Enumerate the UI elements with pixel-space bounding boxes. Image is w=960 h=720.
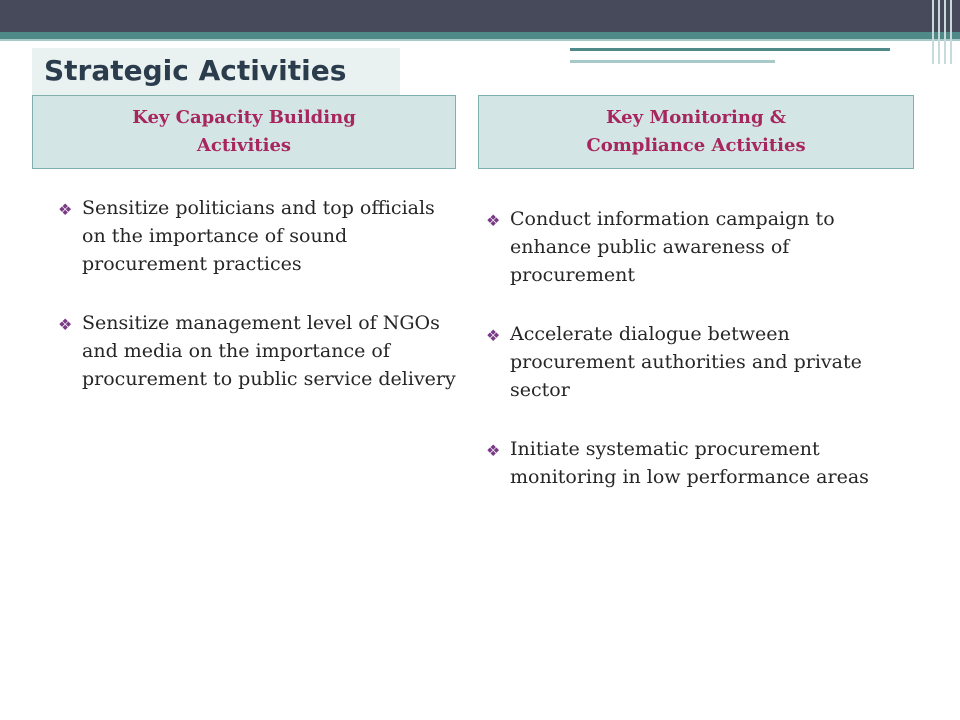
list-item — [58, 194, 458, 278]
corner-stripe — [944, 0, 946, 64]
diamond-bullet-icon: ❖ — [58, 315, 73, 334]
corner-stripe — [938, 0, 940, 64]
slide-title: Strategic Activities — [44, 54, 347, 87]
list-item — [486, 205, 896, 289]
right-header-line-2: Compliance Activities — [586, 135, 806, 156]
diamond-bullet-icon: ❖ — [58, 200, 73, 219]
list-item — [58, 309, 458, 393]
bullet-text: Sensitize politicians and top officials on the importance of sound procurement practices — [82, 197, 435, 275]
right-header-line-1: Key Monitoring & — [605, 107, 787, 128]
top-accent-line — [0, 32, 960, 39]
corner-stripe — [950, 0, 952, 64]
left-bullet-list — [58, 194, 458, 424]
diamond-bullet-icon: ❖ — [486, 211, 501, 230]
accent-line-2 — [570, 60, 775, 63]
right-header-text — [586, 104, 805, 160]
bullet-text: Conduct information campaign to enhance public awareness of procurement — [510, 208, 835, 286]
right-column-header — [478, 95, 914, 169]
bullet-text: Sensitize management level of NGOs and media on the importance of procurement to public service delivery — [82, 312, 456, 390]
diamond-bullet-icon: ❖ — [486, 441, 501, 460]
bullet-text: Initiate systematic procurement monitoring in low performance areas — [510, 438, 869, 488]
list-item — [486, 320, 896, 404]
accent-line-1 — [570, 48, 890, 51]
left-header-text — [132, 104, 356, 160]
left-column-header — [32, 95, 456, 169]
diamond-bullet-icon: ❖ — [486, 326, 501, 345]
left-header-line-1: Key Capacity Building — [132, 107, 356, 128]
left-header-line-2: Activities — [196, 135, 292, 156]
list-item — [486, 435, 896, 491]
top-decorative-bar — [0, 0, 960, 32]
corner-stripe — [932, 0, 934, 64]
right-bullet-list — [486, 205, 896, 522]
top-thin-line — [0, 39, 960, 41]
bullet-text: Accelerate dialogue between procurement authorities and private sector — [510, 323, 862, 401]
